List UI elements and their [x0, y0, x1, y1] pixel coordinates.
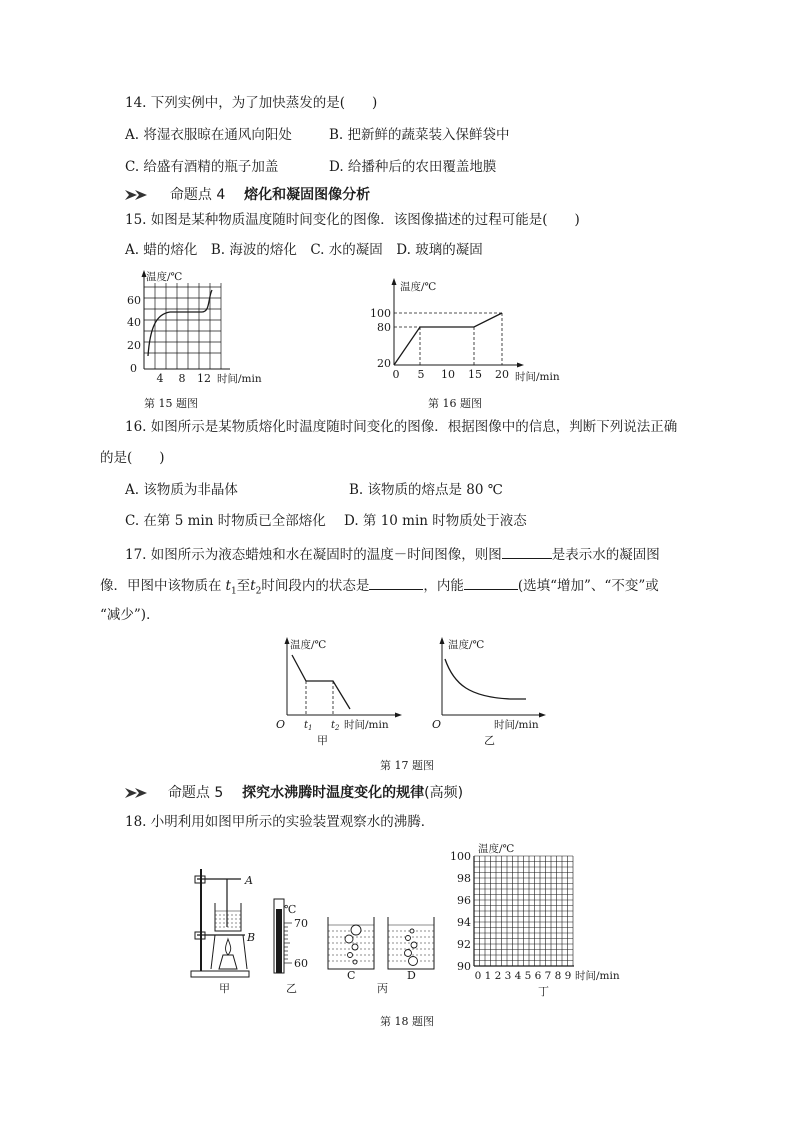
fig17-jia-y-arrow — [285, 637, 290, 644]
fig16-x-arrow — [517, 363, 524, 368]
q17-t1: t — [225, 578, 231, 594]
stand-base — [191, 971, 249, 977]
fig18-xtick-2: 2 — [494, 970, 502, 982]
q16-option-d: D. 第 10 min 时物质处于液态 — [344, 513, 527, 529]
fig18-xtick-9: 9 — [564, 970, 572, 982]
fig18-therm-60: 60 — [294, 957, 308, 970]
q16-stem-line2: 的是( ) — [100, 450, 165, 466]
q17-blank-1[interactable] — [502, 544, 552, 559]
q17-line1-text: 17. 如图所示为液态蜡烛和水在凝固时的温度－时间图像，则图 — [125, 547, 502, 563]
q17-line2 — [100, 575, 659, 601]
fig18-ytick-100: 100 — [450, 850, 471, 863]
fig18-ding-grid — [448, 840, 638, 990]
fig16-xtick-5: 5 — [417, 368, 425, 381]
q16-option-c: C. 在第 5 min 时物质已全部熔化 — [125, 513, 326, 529]
fig18-caption: 第 18 题图 — [380, 1015, 434, 1028]
fig16-y-arrow — [392, 278, 397, 285]
fig15-ytick-40: 40 — [127, 316, 141, 329]
fig17-jia-xlabel: 时间/min — [344, 719, 389, 731]
beaker-c-bubbles — [345, 925, 361, 964]
fig18-label-yi: 乙 — [286, 982, 297, 995]
fig15-chart — [120, 268, 270, 388]
section-4-label: 命题点 4 — [169, 187, 226, 203]
thermometer-liquid — [276, 909, 282, 973]
q14-option-d: D. 给播种后的农田覆盖地膜 — [329, 159, 497, 175]
fig18-ytick-98: 98 — [457, 872, 471, 885]
fig18-therm-unit: ℃ — [284, 903, 297, 916]
fig16-xtick-20: 20 — [495, 368, 509, 381]
fig18-grid-lines — [474, 856, 573, 966]
fig17-jia-x-arrow — [395, 713, 402, 718]
section-4-heading — [125, 184, 370, 204]
q17-t2-sub: 2 — [255, 586, 262, 597]
fig16-ytick-100: 100 — [370, 307, 391, 320]
flame — [226, 939, 231, 955]
double-arrow-icon — [125, 786, 151, 800]
section-4-title: 熔化和凝固图像分析 — [244, 187, 371, 203]
fig18-ytick-94: 94 — [457, 916, 471, 929]
q16-option-b: B. 该物质的熔点是 80 ℃ — [349, 482, 503, 498]
fig17-yi-x-arrow — [539, 713, 546, 718]
fig16-ytick-80: 80 — [377, 321, 391, 334]
fig17-jia-t2: $t_2$ — [331, 720, 340, 732]
q17-t2: t — [250, 578, 256, 594]
fig17-jia-label: 甲 — [317, 734, 328, 747]
fig18-xtick-7: 7 — [544, 970, 552, 982]
fig18-xtick-4: 4 — [514, 970, 522, 982]
q17-line1-tail: 是表示水的凝固图 — [551, 547, 660, 563]
fig18-beaker-c: C — [347, 969, 356, 982]
q18-stem: 18. 小明利用如图甲所示的实验装置观察水的沸腾． — [125, 814, 435, 830]
fig18-yi-thermometer — [268, 865, 318, 995]
fig17-jia-guides — [306, 681, 333, 715]
fig16-ytick-20: 20 — [377, 357, 391, 370]
fig15-ylabel: 温度/℃ — [146, 271, 183, 283]
fig15-xlabel: 时间/min — [217, 373, 262, 385]
fig17-jia-t1: $t_1$ — [304, 720, 313, 732]
lamp-body — [219, 955, 237, 969]
fig17-yi-ylabel: 温度/℃ — [448, 639, 485, 651]
fig15-ytick-60: 60 — [127, 294, 141, 307]
fig16-chart — [370, 276, 570, 386]
q15-options: A. 蜡的熔化 B. 海波的熔化 C. 水的凝固 D. 玻璃的凝固 — [125, 242, 483, 258]
fig17-jia-chart — [272, 635, 412, 745]
beaker-water — [215, 911, 241, 927]
q15-stem: 15. 如图是某种物质温度随时间变化的图像．该图像描述的过程可能是( ) — [125, 212, 580, 228]
fig17-jia-origin: O — [276, 718, 286, 731]
fig17-yi-origin: O — [432, 718, 442, 731]
q17-blank-3[interactable] — [464, 575, 518, 590]
q17-t1-sub: 1 — [230, 586, 237, 597]
fig18-jia-apparatus — [187, 865, 267, 995]
fig15-xtick-4: 4 — [156, 372, 164, 385]
q17-zhi: 至 — [236, 578, 251, 594]
fig16-xtick-10: 10 — [441, 368, 455, 381]
fig17-yi-y-arrow — [440, 637, 445, 644]
fig17-yi-curve — [445, 659, 526, 699]
fig18-ytick-96: 96 — [457, 894, 471, 907]
fig17-yi-xlabel: 时间/min — [494, 719, 539, 731]
fig18-label-ding: 丁 — [538, 985, 549, 998]
fig16-ylabel: 温度/℃ — [400, 281, 437, 293]
fig16-curve — [394, 313, 502, 365]
q14-option-a: A. 将湿衣服晾在通风向阳处 — [125, 127, 292, 143]
fig17-yi-chart — [430, 635, 570, 745]
q14-stem: 14. 下列实例中，为了加快蒸发的是( ) — [125, 95, 378, 111]
fig15-xtick-12: 12 — [197, 372, 211, 385]
fig16-xtick-15: 15 — [468, 368, 482, 381]
fig15-xtick-8: 8 — [178, 372, 186, 385]
fig18-label-bing: 丙 — [377, 982, 388, 995]
fig18-ytick-92: 92 — [457, 938, 471, 951]
section-5-label: 命题点 5 — [167, 785, 224, 801]
q17-line2-hint: (选填“增加”、“不变”或 — [517, 578, 659, 594]
fig18-label-a: A — [245, 874, 253, 887]
fig18-ytick-90: 90 — [457, 960, 471, 973]
fig18-xtick-0: 0 — [474, 970, 482, 982]
q17-line2-energy: ，内能 — [423, 578, 464, 594]
fig18-xtick-1: 1 — [484, 970, 492, 982]
q17-line2-state: 时间段内的状态是 — [261, 578, 370, 594]
fig18-xtick-3: 3 — [504, 970, 512, 982]
fig17-caption: 第 17 题图 — [380, 759, 434, 772]
fig16-xlabel: 时间/min — [515, 371, 560, 383]
beaker-d-bubbles — [405, 929, 418, 966]
q17-blank-2[interactable] — [369, 575, 423, 590]
double-arrow-icon — [125, 188, 151, 202]
fig16-caption: 第 16 题图 — [428, 397, 482, 410]
tripod-left — [211, 935, 215, 969]
fig17-jia-ylabel: 温度/℃ — [290, 639, 327, 651]
q17-line3: “减少”)． — [100, 607, 160, 623]
fig18-xtick-5: 5 — [524, 970, 532, 982]
q16-stem-line1: 16. 如图所示是某物质熔化时温度随时间变化的图像．根据图像中的信息，判断下列说法正确 — [125, 419, 678, 435]
fig18-beaker-d: D — [407, 969, 416, 982]
fig18-xtick-6: 6 — [534, 970, 542, 982]
fig15-curve — [148, 290, 212, 356]
fig18-label-b: B — [247, 931, 256, 944]
fig18-xtick-8: 8 — [554, 970, 562, 982]
fig15-ytick-20: 20 — [127, 339, 141, 352]
thermometer-scale — [284, 923, 292, 963]
fig18-grid-ylabel: 温度/℃ — [478, 843, 515, 855]
section-5-tag: (高频) — [424, 785, 464, 801]
fig16-xtick-0: 0 — [392, 368, 400, 381]
q16-option-a: A. 该物质为非晶体 — [125, 482, 238, 498]
section-5-title: 探究水沸腾时温度变化的规律 — [242, 785, 425, 801]
fig15-caption: 第 15 题图 — [144, 397, 198, 410]
fig18-grid-xlabel: 时间/min — [575, 970, 620, 982]
fig17-jia-curve — [292, 655, 350, 709]
fig18-therm-70: 70 — [294, 917, 308, 930]
q17-line1 — [125, 544, 660, 564]
fig17-yi-label: 乙 — [484, 734, 495, 747]
section-5-heading — [125, 782, 463, 802]
q14-option-b: B. 把新鲜的蔬菜装入保鲜袋中 — [329, 127, 510, 143]
fig18-label-jia: 甲 — [219, 982, 230, 995]
q17-line2-text: 像．甲图中该物质在 — [100, 578, 222, 594]
fig15-ytick-0: 0 — [130, 362, 137, 375]
q14-option-c: C. 给盛有酒精的瓶子加盖 — [125, 159, 279, 175]
fig18-bing-beakers — [322, 865, 452, 995]
